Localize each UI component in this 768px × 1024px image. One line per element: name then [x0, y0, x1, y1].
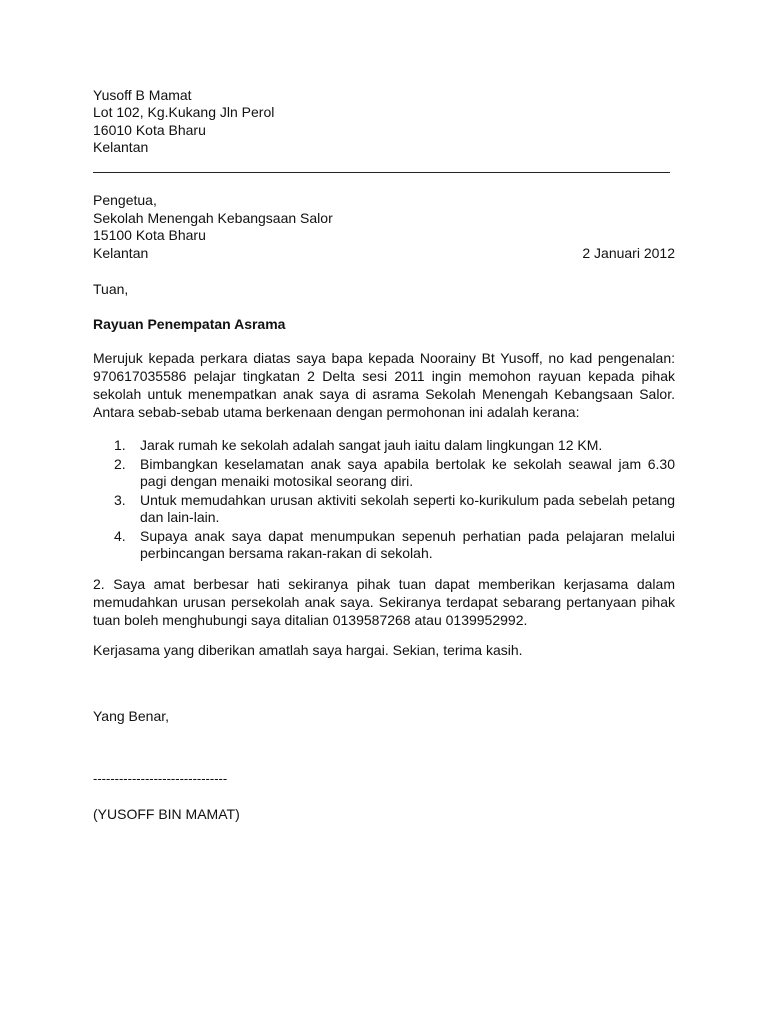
sender-state: Kelantan [93, 139, 149, 155]
recipient-city: 15100 Kota Bharu [93, 227, 206, 243]
letter-date: 2 Januari 2012 [582, 245, 675, 261]
header-divider [93, 172, 670, 173]
intro-paragraph: Merujuk kepada perkara diatas saya bapa kepada Noorainy Bt Yusoff, no kad pengenalan: 970617035586 pelajar tingkatan 2 Delta sesi 2011 ingin memohon rayuan kepada pihak sekolah untuk menempatkan anak saya di asrama Sekolah Menengah Kebangsaan Salor. Antara sebab-sebab utama berkenaan dengan permohonan ini adalah kerana: [93, 350, 675, 420]
signature-line: ------------------------------- [93, 771, 228, 786]
recipient-title: Pengetua, [93, 192, 157, 208]
list-item-text: Supaya anak saya dapat menumpukan sepenuh perhatian pada pelajaran melalui perbincangan bersama rakan-rakan di sekolah. [140, 527, 675, 561]
list-item [93, 492, 675, 527]
sender-address-line1: Lot 102, Kg.Kukang Jln Perol [93, 104, 275, 120]
recipient-school: Sekolah Menengah Kebangsaan Salor [93, 210, 333, 226]
second-paragraph: 2. Saya amat berbesar hati sekiranya pihak tuan dapat memberikan kerjasama dalam memudahkan urusan persekolah anak saya. Sekiranya terdapat sebarang pertanyaan pihak tuan boleh menghubungi saya ditalian 0139587268 atau 0139952992. [93, 576, 675, 628]
list-item-number: 3. [114, 491, 126, 508]
reasons-list [93, 437, 675, 564]
recipient-state: Kelantan [93, 245, 149, 261]
sender-address-line2: 16010 Kota Bharu [93, 122, 206, 138]
list-item-text: Jarak rumah ke sekolah adalah sangat jauh iaitu dalam lingkungan 12 KM. [140, 437, 603, 453]
closing-line: Kerjasama yang diberikan amatlah saya hargai. Sekian, terima kasih. [93, 642, 523, 658]
list-item [93, 528, 675, 563]
list-item-text: Bimbangkan keselamatan anak saya apabila bertolak ke sekolah seawal jam 6.30 pagi dengan menaiki motosikal seorang diri. [140, 455, 675, 489]
list-item-number: 1. [114, 437, 126, 453]
letter-subject: Rayuan Penempatan Asrama [93, 316, 286, 332]
list-item [93, 437, 675, 455]
signatory-name: (YUSOFF BIN MAMAT) [93, 806, 240, 822]
list-item-number: 2. [114, 455, 126, 472]
sender-name: Yusoff B Mamat [93, 87, 192, 103]
salutation: Tuan, [93, 281, 129, 297]
list-item-number: 4. [114, 527, 126, 544]
list-item [93, 456, 675, 491]
list-item-text: Untuk memudahkan urusan aktiviti sekolah seperti ko-kurikulum pada sebelah petang dan lain-lain. [140, 491, 675, 525]
signoff: Yang Benar, [93, 708, 170, 724]
